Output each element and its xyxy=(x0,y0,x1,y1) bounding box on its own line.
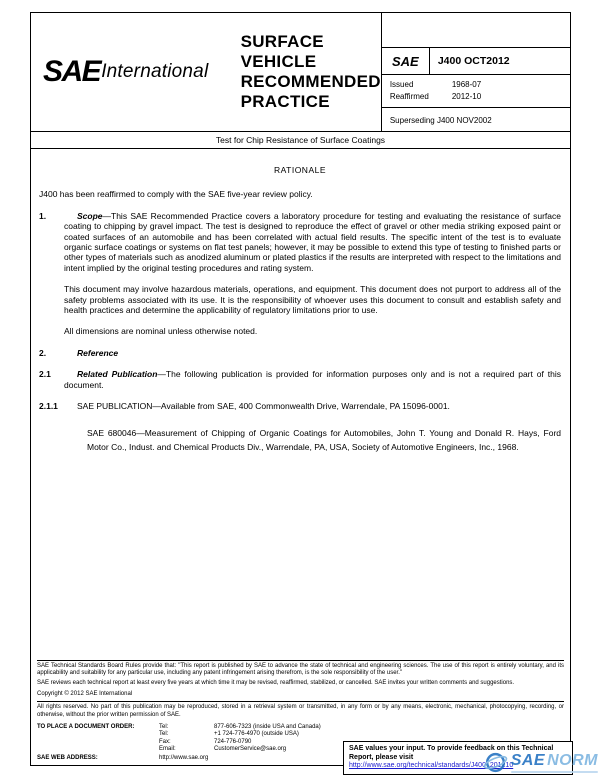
section-1-scope xyxy=(39,210,561,273)
feedback-message: SAE values your input. To provide feedback on this Technical Report, please visit xyxy=(349,745,554,761)
web-address-value: http://www.sae.org xyxy=(159,754,209,761)
contact-tel-usa xyxy=(159,724,321,731)
fax-label: Fax: xyxy=(159,738,171,745)
tel-value: 877-606-7323 (inside USA and Canada) xyxy=(214,723,321,730)
header-info-box xyxy=(381,13,570,131)
contact-list xyxy=(159,724,321,754)
document-header xyxy=(31,13,570,131)
title-line-1: SURFACE xyxy=(240,32,324,51)
section-2-number: 2. xyxy=(39,347,47,358)
feedback-link[interactable]: http://www.sae.org/technical/standards/J400_201210 xyxy=(349,762,514,770)
board-rules-text: SAE Technical Standards Board Rules provide that: "This report is published by SAE to advance the state of technical and engineering sciences. The use of this report is entirely voluntary, and its applicability and suitability for any particular use, including any patent infringement arising therefrom, is the sole responsibility of the user." xyxy=(37,660,564,678)
tel-label: Tel: xyxy=(159,723,169,730)
section-2-1-1-title: SAE PUBLICATION xyxy=(77,401,153,412)
tel-intl-value: +1 724-776-4970 (outside USA) xyxy=(214,731,299,738)
title-line-4: PRACTICE xyxy=(240,92,330,111)
sae-logo-international: International xyxy=(101,61,209,82)
superseding-note: Superseding J400 NOV2002 xyxy=(389,116,492,125)
order-label: TO PLACE A DOCUMENT ORDER: xyxy=(37,723,135,730)
globe-swoosh-icon xyxy=(483,750,508,775)
issued-value: 1968-07 xyxy=(451,80,482,89)
contact-tel-intl xyxy=(159,731,321,738)
contact-fax xyxy=(159,739,321,746)
reaffirmed-label: Reaffirmed xyxy=(389,92,429,101)
section-1-text: —This SAE Recommended Practice covers a laboratory procedure for testing and evaluating the resistance of surface coating to chipping by gravel impact. The test is designed to reproduce the effect of gravel or other media striking exposed paint or coated surfaces of an automobile and has been correlated with actual field results. The specific intent of the test is to evaluate organic surface coatings or systems on flat test panels; however, it may be possible to extend this type of testing to finished parts or other types of materials such as anodized aluminum or plated plastics if the results are interpreted with respect to the limitations and intent implied by the original testing procedures and rating system. xyxy=(64,210,561,273)
section-1-title: Scope xyxy=(77,210,103,221)
copyright-line: Copyright © 2012 SAE International xyxy=(37,690,133,697)
email-label: Email: xyxy=(159,746,176,753)
web-address-label: SAE WEB ADDRESS: xyxy=(37,754,98,761)
watermark-text xyxy=(511,752,598,769)
citation-sae-680046: SAE 680046—Measurement of Chipping of Organic Coatings for Automobiles, John T. Young and Donald R. Hays, Ford Motor Co., Indust. and Chemical Products Div., Warrendale, PA, USA, Society of Automotive Engineers, Inc., 1968. xyxy=(87,427,561,452)
watermark-text-secondary: NORM xyxy=(547,752,598,769)
email-value: CustomerService@sae.org xyxy=(214,746,287,753)
page-frame xyxy=(30,12,571,766)
title-line-2: VEHICLE xyxy=(240,52,317,71)
dates-row xyxy=(382,75,570,108)
safety-paragraph: This document may involve hazardous materials, operations, and equipment. This document does not purport to address all of the safety problems associated with its use. It is the responsibility of whoever uses this document to consult and establish safety and health practices and determine the applicability of regulatory limitations prior to use. xyxy=(64,284,561,316)
dimensions-note: All dimensions are nominal unless otherwise noted. xyxy=(64,326,258,337)
reaffirmed-value: 2012-10 xyxy=(451,92,482,101)
section-2-title: Reference xyxy=(77,347,119,358)
section-2-1-1-sae-publication xyxy=(39,401,561,412)
section-2-1-related-publication xyxy=(39,369,561,390)
review-note-text: SAE reviews each technical report at least every five years at which time it may be revised, reaffirmed, stabilized, or cancelled. SAE invites your written comments and suggestions. xyxy=(37,680,515,687)
sae-logo xyxy=(31,13,211,131)
section-2-1-number: 2.1 xyxy=(39,369,51,380)
sae-logo-mark: SAE xyxy=(43,55,101,88)
contact-email xyxy=(159,746,321,753)
saenorm-watermark xyxy=(483,750,598,775)
document-subtitle: Test for Chip Resistance of Surface Coatings xyxy=(31,131,570,149)
watermark-text-group xyxy=(511,752,598,773)
rationale-heading: RATIONALE xyxy=(273,165,327,175)
watermark-underbar xyxy=(511,771,598,773)
document-code: J400 OCT2012 xyxy=(437,55,510,67)
title-line-3: RECOMMENDED xyxy=(240,72,381,91)
rights-reserved-text: All rights reserved. No part of this publication may be reproduced, stored in a retrieval system or transmitted, in any form or by any means, electronic, mechanical, photocopying, recording, or otherwise, without the prior written permission of SAE. xyxy=(37,701,564,719)
issued-label: Issued xyxy=(389,80,414,89)
document-code-row xyxy=(382,47,570,75)
fax-value: 724-776-0790 xyxy=(214,738,252,745)
document-type-title xyxy=(211,13,381,131)
issued-line xyxy=(390,79,570,91)
sae-mini-logo: SAE xyxy=(382,48,430,74)
section-2-1-1-number: 2.1.1 xyxy=(39,401,58,412)
document-body xyxy=(31,149,570,455)
section-2-reference xyxy=(39,347,561,358)
section-1-number: 1. xyxy=(39,210,47,221)
watermark-text-primary: SAE xyxy=(510,752,546,769)
tel-intl-label: Tel: xyxy=(159,731,169,738)
rationale-text: J400 has been reaffirmed to comply with the SAE five-year review policy. xyxy=(39,189,313,200)
reaffirmed-line xyxy=(390,91,570,103)
section-2-1-title: Related Publication xyxy=(77,369,158,380)
section-2-1-1-text: —Available from SAE, 400 Commonwealth Drive, Warrendale, PA 15096-0001. xyxy=(152,401,450,412)
section-2-1-text: —The following publication is provided for information purposes only and is not a required part of this document. xyxy=(64,369,561,390)
